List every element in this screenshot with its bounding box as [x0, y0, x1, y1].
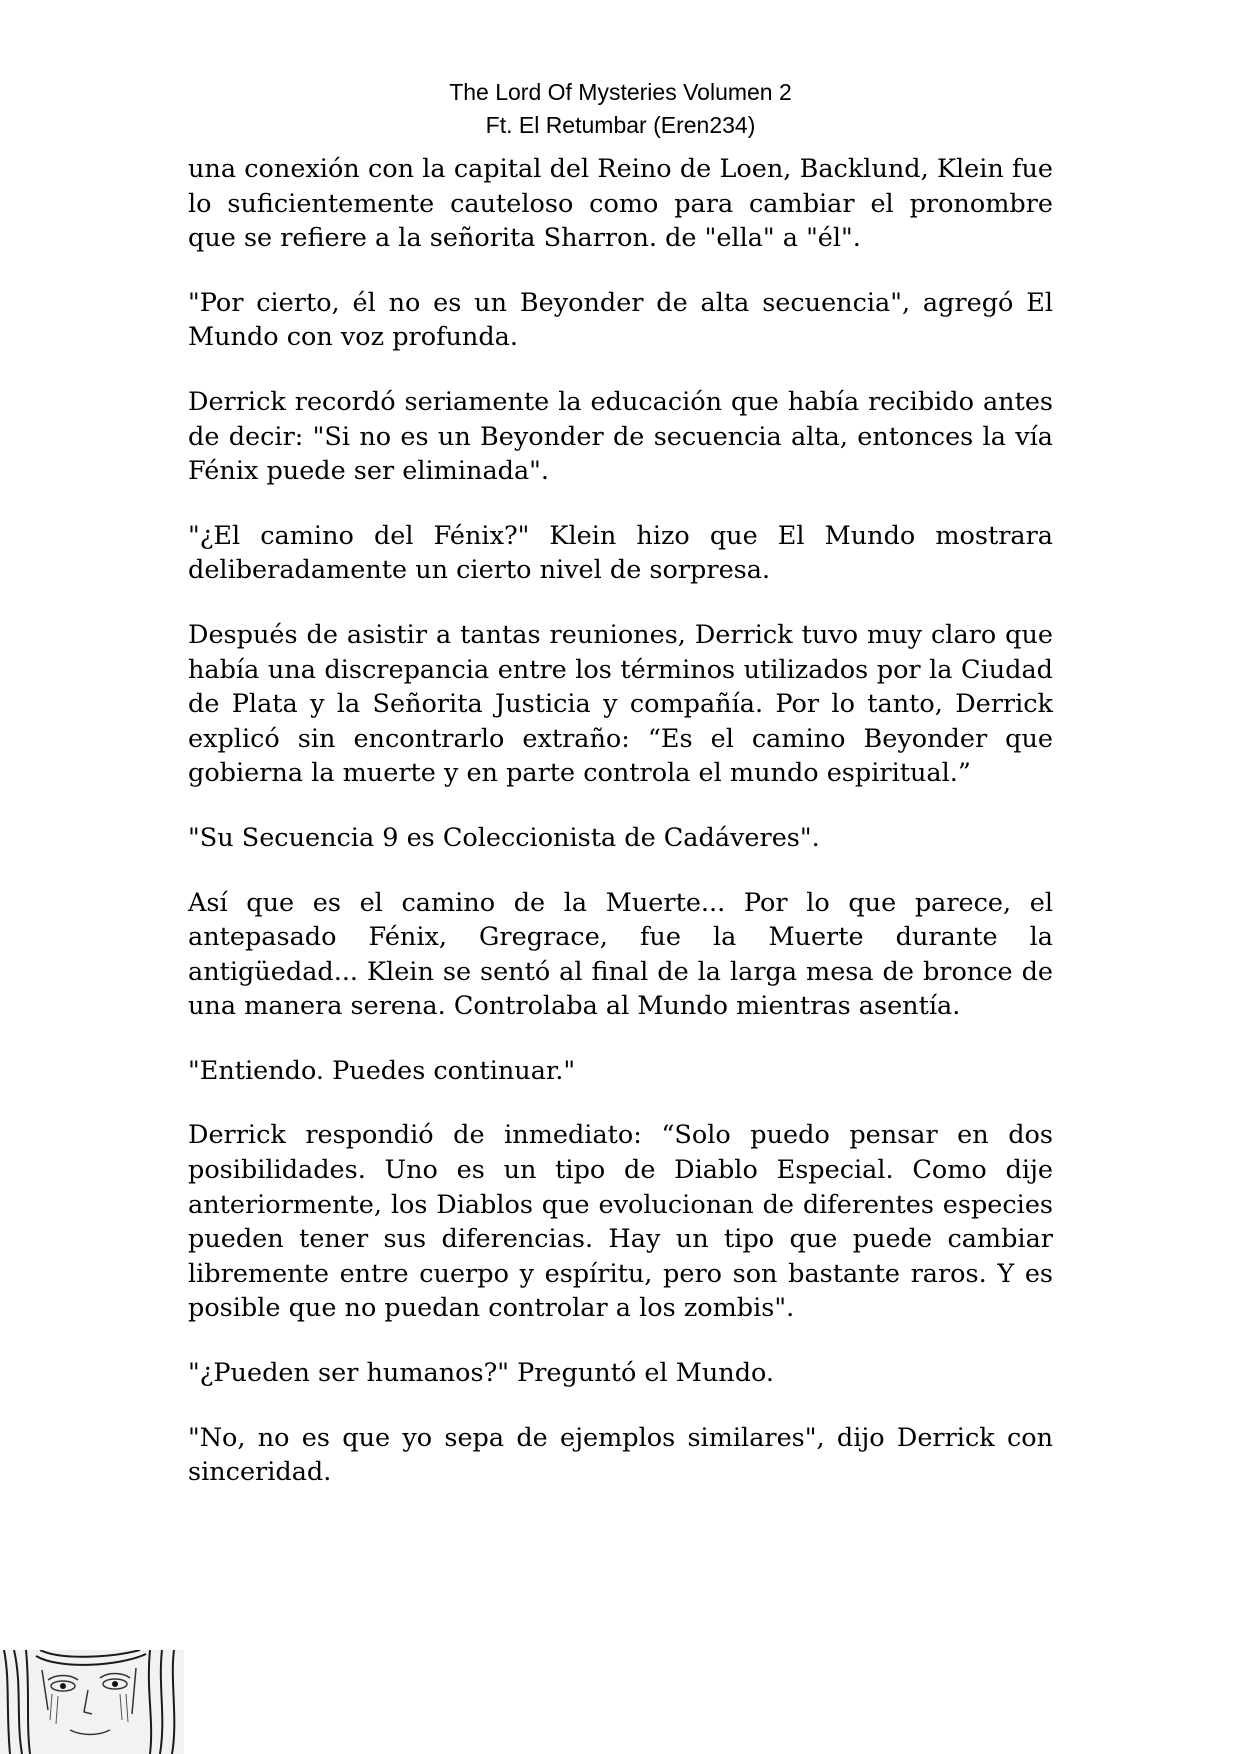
page-header: [0, 76, 1241, 142]
portrait-sketch: [0, 1650, 184, 1754]
paragraph: "Por cierto, él no es un Beyonder de alta secuencia", agregó El Mundo con voz profunda.: [188, 287, 1053, 353]
paragraph: Derrick respondió de inmediato: “Solo puedo pensar en dos posibilidades. Uno es un tipo de Diablo Especial. Como dije anteriormente, los Diablos que evolucionan de diferentes especies pueden tener sus diferencias. Hay un tipo que puede cambiar libremente entre cuerpo y espíritu, pero son bastante raros. Y es posible que no puedan controlar a los zombis".: [188, 1120, 1053, 1324]
paragraph: una conexión con la capital del Reino de Loen, Backlund, Klein fue lo suficientemente cauteloso como para cambiar el pronombre que se refiere a la señorita Sharron. de "ella" a "él".: [188, 154, 1053, 254]
manga-portrait-image: [0, 1650, 184, 1754]
paragraph: "¿El camino del Fénix?" Klein hizo que El Mundo mostrara deliberadamente un cierto nivel de sorpresa.: [188, 520, 1053, 586]
paragraph: "Entiendo. Puedes continuar.": [188, 1055, 576, 1086]
paragraph: "¿Pueden ser humanos?" Preguntó el Mundo.: [188, 1358, 775, 1389]
header-title-line-1: The Lord Of Mysteries Volumen 2: [449, 79, 792, 105]
paragraph: Después de asistir a tantas reuniones, Derrick tuvo muy claro que había una discrepancia entre los términos utilizados por la Ciudad de Plata y la Señorita Justicia y compañía. Por lo tanto, Derrick explicó sin encontrarlo extraño: “Es el camino Beyonder que gobierna la muerte y en parte controla el mundo espiritual.”: [188, 619, 1053, 789]
header-title-line-2: Ft. El Retumbar (Eren234): [485, 112, 756, 138]
paragraph: Así que es el camino de la Muerte... Por lo que parece, el antepasado Fénix, Gregrace, fue la Muerte durante la antigüedad... Klein se sentó al final de la larga mesa de bronce de una manera serena. Controlaba al Mundo mientras asentía.: [188, 887, 1053, 1022]
paragraph: "No, no es que yo sepa de ejemplos similares", dijo Derrick con sinceridad.: [188, 1422, 1053, 1488]
page-body: [188, 152, 1053, 1520]
paragraph: "Su Secuencia 9 es Coleccionista de Cadáveres".: [188, 822, 820, 853]
paragraph: Derrick recordó seriamente la educación que había recibido antes de decir: "Si no es un Beyonder de secuencia alta, entonces la vía Fénix puede ser eliminada".: [188, 386, 1053, 487]
